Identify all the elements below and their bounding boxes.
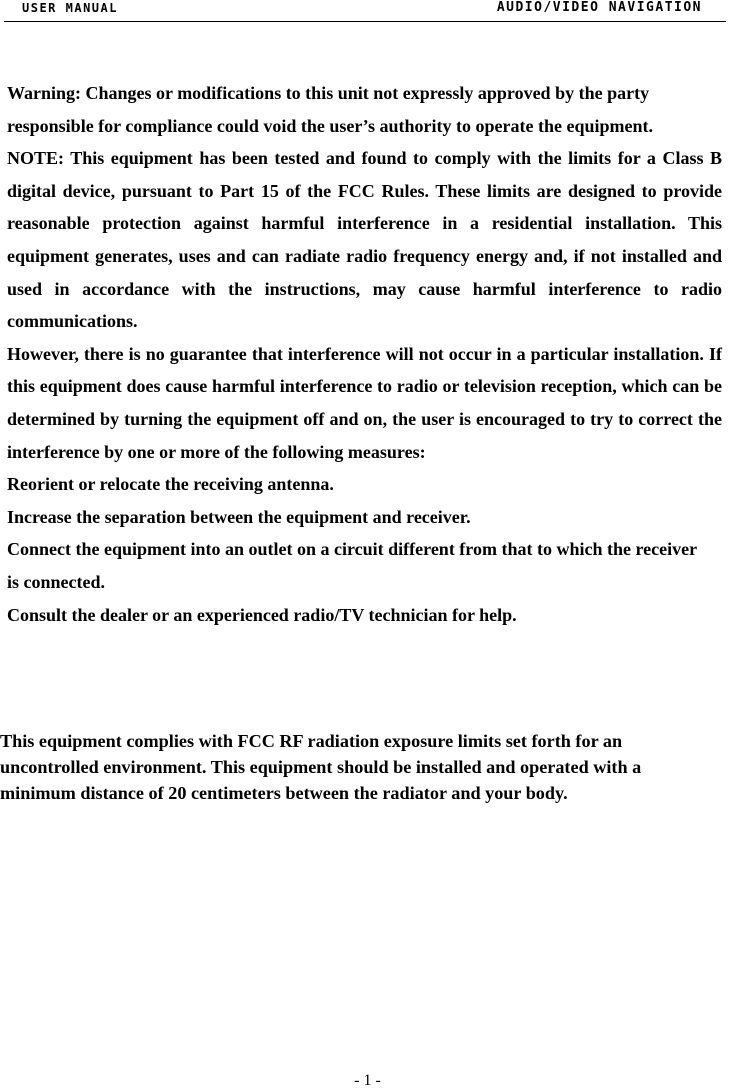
however-paragraph: However, there is no guarantee that interference will not occur in a particular installation. If this equipment does cause harmful interference to radio or television reception, which can be determined by turning the equipment off and on, the user is encouraged to try to correct the interference by one or more of the following measures: xyxy=(7,343,722,462)
fcc-statement xyxy=(7,77,722,631)
rf-line: minimum distance of 20 centimeters between the radiator and your body. xyxy=(0,783,568,803)
rf-exposure-statement xyxy=(0,728,735,806)
measure-item: Consult the dealer or an experienced radio/TV technician for help. xyxy=(7,604,517,625)
warning-paragraph: Warning: Changes or modifications to this unit not expressly approved by the party responsible for compliance could void the user’s authority to operate the equipment. xyxy=(7,83,653,136)
measure-item: Reorient or relocate the receiving antenna. xyxy=(7,474,334,495)
page-number: - 1 - xyxy=(354,1072,381,1089)
header-section-title: AUDIO/VIDEO NAVIGATION xyxy=(496,0,702,15)
measure-item: Connect the equipment into an outlet on a circuit different from that to which the receiver is connected. xyxy=(7,539,697,592)
measure-item: Increase the separation between the equipment and receiver. xyxy=(7,506,471,527)
rf-line: uncontrolled environment. This equipment should be installed and operated with a xyxy=(0,757,642,777)
note-paragraph: NOTE: This equipment has been tested and found to comply with the limits for a Class B digital device, pursuant to Part 15 of the FCC Rules. These limits are designed to provide reasonable protection against harmful interference in a residential installation. This equipment generates, uses and can radiate radio frequency energy and, if not installed and used in accordance with the instructions, may cause harmful interference to radio communications. xyxy=(7,148,722,332)
header-rule xyxy=(4,21,726,22)
rf-line: This equipment complies with FCC RF radiation exposure limits set forth for an xyxy=(0,731,623,751)
page-header xyxy=(0,0,735,24)
header-manual-title: USER MANUAL xyxy=(22,1,118,15)
